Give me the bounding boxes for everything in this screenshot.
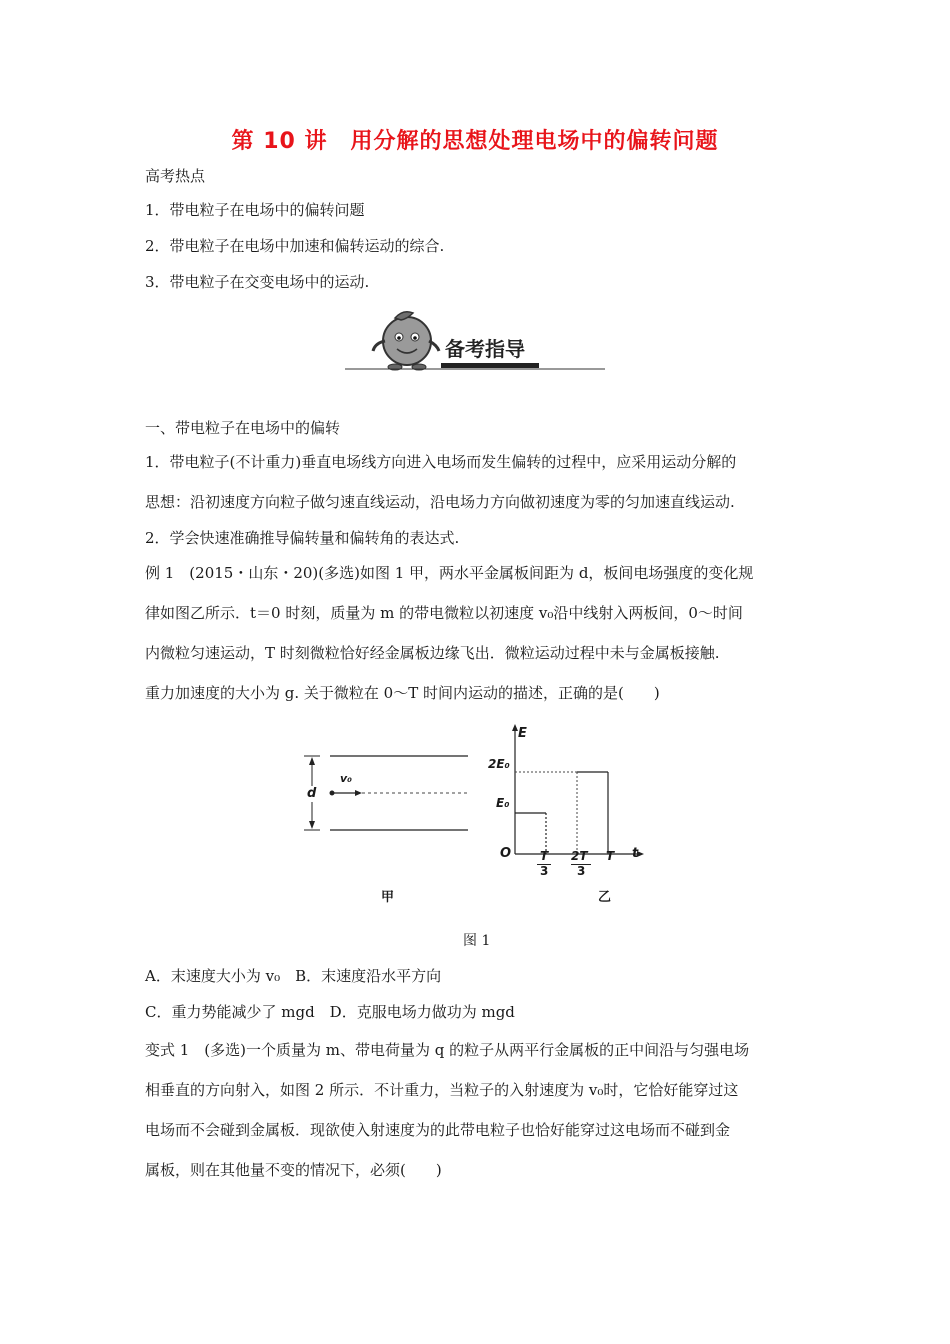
y-axis-label: E — [518, 726, 527, 741]
velocity-label: v₀ — [340, 772, 352, 785]
hot-point-item: 2．带电粒子在电场中加速和偏转运动的综合. — [145, 237, 445, 255]
figure-b-caption: 乙 — [598, 890, 612, 905]
paragraph-line: 1．带电粒子(不计重力)垂直电场线方向进入电场而发生偏转的过程中，应采用运动分解的 — [145, 453, 737, 471]
x-axis-label: t — [632, 846, 639, 861]
plate-distance-label: d — [307, 786, 317, 801]
example-line: 例 1 (2015・山东・20)(多选)如图 1 甲，两水平金属板间距为 d，板间电场强度的变化规 — [145, 564, 754, 582]
options-line: A．末速度大小为 v₀ B．末速度沿水平方向 — [145, 967, 442, 985]
hot-point-item: 1．带电粒子在电场中的偏转问题 — [145, 201, 365, 219]
paragraph-line: 思想：沿初速度方向粒子做匀速直线运动，沿电场力方向做初速度为零的匀加速直线运动. — [145, 493, 735, 511]
velocity-arrow — [355, 790, 362, 796]
x-tick-den: 3 — [577, 864, 586, 878]
figure-caption: 图 1 — [463, 933, 491, 949]
hot-points-heading: 高考热点 — [145, 167, 206, 185]
paragraph-line: 2．学会快速准确推导偏转量和偏转角的表达式. — [145, 529, 460, 547]
variant-line: 变式 1 (多选)一个质量为 m、带电荷量为 q 的粒子从两平行金属板的正中间沿与匀强电场 — [145, 1041, 750, 1059]
figure-plates — [300, 740, 475, 840]
study-guide-banner — [345, 305, 605, 371]
example-line: 内微粒匀速运动，T 时刻微粒恰好经金属板边缘飞出．微粒运动过程中未与金属板接触. — [145, 644, 720, 662]
x-tick-den: 3 — [540, 864, 549, 878]
example-line: 律如图乙所示．t＝0 时刻，质量为 m 的带电微粒以初速度 v₀沿中线射入两板间，0～时间 — [145, 604, 743, 622]
field-time-chart — [490, 720, 650, 870]
figure-a-caption: 甲 — [381, 890, 395, 905]
options-line: C．重力势能减少了 mgd D．克服电场力做功为 mgd — [145, 1003, 515, 1021]
section-heading: 一、带电粒子在电场中的偏转 — [145, 419, 341, 437]
x-tick-num: T — [606, 849, 615, 863]
y-tick-label: E₀ — [496, 796, 510, 810]
origin-label: O — [500, 846, 512, 861]
y-tick-label: 2E₀ — [488, 757, 510, 771]
hot-point-item: 3．带电粒子在交变电场中的运动. — [145, 273, 370, 291]
variant-line: 电场而不会碰到金属板．现欲使入射速度为的此带电粒子也恰好能穿过这电场而不碰到金 — [145, 1121, 731, 1139]
banner-text: 备考指导 — [445, 337, 525, 361]
x-tick-num: 2T — [571, 849, 588, 863]
example-line: 重力加速度的大小为 g. 关于微粒在 0～T 时间内运动的描述，正确的是( ) — [145, 684, 660, 702]
page-title: 第 10 讲 用分解的思想处理电场中的偏转问题 — [231, 129, 719, 154]
x-tick-num: T — [540, 849, 549, 863]
variant-line: 相垂直的方向射入，如图 2 所示．不计重力，当粒子的入射速度为 v₀时，它恰好能穿过这 — [145, 1081, 739, 1099]
variant-line: 属板，则在其他量不变的情况下，必须( ) — [145, 1161, 442, 1179]
